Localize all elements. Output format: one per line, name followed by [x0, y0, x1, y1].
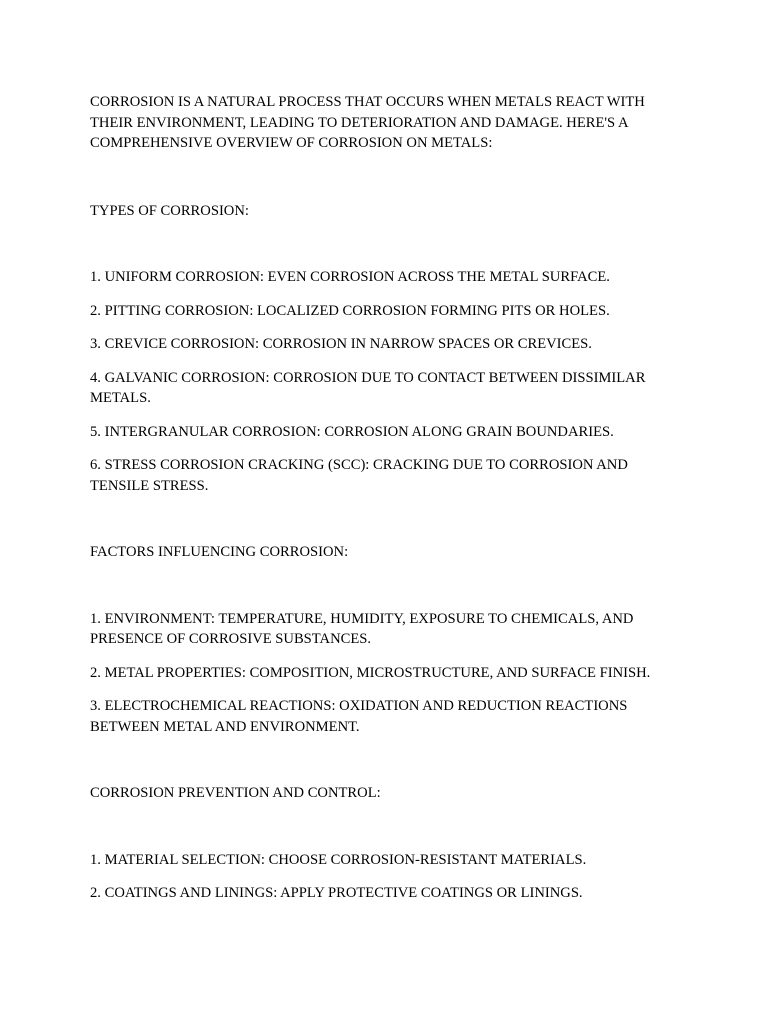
- section-heading: FACTORS INFLUENCING CORROSION:: [90, 544, 349, 560]
- intro-paragraph: CORROSION IS A NATURAL PROCESS THAT OCCURS WHEN METALS REACT WITH THEIR ENVIRONMENT, LEADING TO DETERIORATION AND DAMAGE. HERE'S A COMPREHENSIVE OVERVIEW OF CORROSION ON METALS:: [90, 94, 645, 151]
- document-page: [90, 92, 690, 917]
- list-item: 3. CREVICE CORROSION: CORROSION IN NARROW SPACES OR CREVICES.: [90, 336, 592, 352]
- list-item: 5. INTERGRANULAR CORROSION: CORROSION ALONG GRAIN BOUNDARIES.: [90, 423, 614, 440]
- list-item: 3. ELECTROCHEMICAL REACTIONS: OXIDATION AND REDUCTION REACTIONS BETWEEN METAL AND ENVIRONMENT.: [90, 698, 628, 735]
- list-item: 1. ENVIRONMENT: TEMPERATURE, HUMIDITY, EXPOSURE TO CHEMICALS, AND PRESENCE OF CORROSIVE SUBSTANCES.: [90, 610, 634, 647]
- list-item: 4. GALVANIC CORROSION: CORROSION DUE TO CONTACT BETWEEN DISSIMILAR METALS.: [90, 369, 646, 406]
- section-factors: [90, 542, 690, 737]
- list-item: 1. UNIFORM CORROSION: EVEN CORROSION ACROSS THE METAL SURFACE.: [90, 269, 610, 285]
- section-prevention: [90, 783, 690, 904]
- list-item: 2. PITTING CORROSION: LOCALIZED CORROSION FORMING PITS OR HOLES.: [90, 302, 610, 319]
- section-types: [90, 201, 690, 497]
- list-item: 2. COATINGS AND LININGS: APPLY PROTECTIVE COATINGS OR LININGS.: [90, 885, 583, 901]
- section-heading: TYPES OF CORROSION:: [90, 202, 249, 219]
- section-heading: CORROSION PREVENTION AND CONTROL:: [90, 785, 381, 801]
- list-item: 2. METAL PROPERTIES: COMPOSITION, MICROSTRUCTURE, AND SURFACE FINISH.: [90, 664, 651, 681]
- list-item: 6. STRESS CORROSION CRACKING (SCC): CRACKING DUE TO CORROSION AND TENSILE STRESS.: [90, 457, 628, 494]
- list-item: 1. MATERIAL SELECTION: CHOOSE CORROSION-RESISTANT MATERIALS.: [90, 851, 587, 868]
